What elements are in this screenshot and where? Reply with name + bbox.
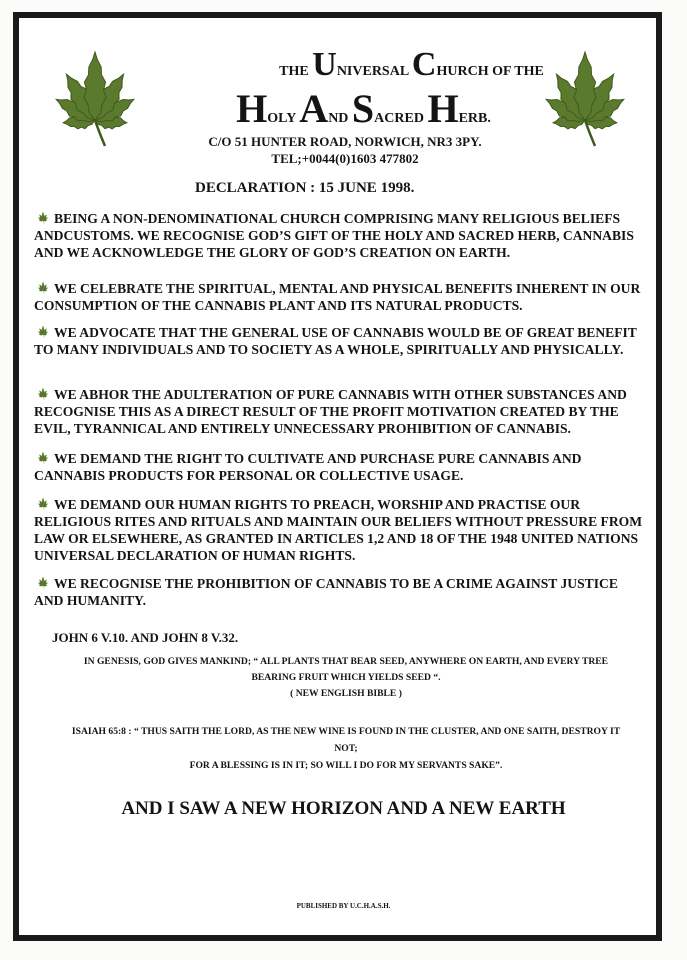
declaration-paragraph: WE CELEBRATE THE SPIRITUAL, MENTAL AND PHYSICAL BENEFITS INHERENT IN OUR CONSUMPTION OF THE CANNABIS PLANT AND ITS NATURAL PRODUCTS. [34,281,641,313]
closing-statement: AND I SAW A NEW HORIZON AND A NEW EARTH [121,798,566,819]
declaration-paragraph: WE DEMAND THE RIGHT TO CULTIVATE AND PURCHASE PURE CANNABIS AND CANNABIS PRODUCTS FOR PERSONAL OR COLLECTIVE USAGE. [34,451,582,483]
church-name-line2 [20,85,687,132]
genesis-quote: IN GENESIS, GOD GIVES MANKIND; “ ALL PLANTS THAT BEAR SEED, ANYWHERE ON EARTH, AND EVERY TREE [83,656,609,667]
cannabis-leaf-icon [34,280,52,295]
declaration-paragraph: BEING A NON-DENOMINATIONAL CHURCH COMPRISING MANY RELIGIOUS BELIEFS ANDCUSTOMS. WE RECOGNISE GOD’S GIFT OF THE HOLY AND SACRED HERB, CANNABIS AND WE ACKNOWLEDGE THE GLORY OF GOD’S CREATION ON EARTH. [34,211,634,260]
genesis-quote: BEARING FRUIT WHICH YIELDS SEED “. [251,672,441,683]
cannabis-leaf-icon [34,386,52,401]
cannabis-leaf-icon [34,496,52,511]
cannabis-leaf-icon [34,210,52,225]
address: C/O 51 HUNTER ROAD, NORWICH, NR3 3PY. [208,134,482,149]
church-name-segment: A [299,86,329,131]
cannabis-leaf-icon [34,324,52,339]
isaiah-quote: FOR A BLESSING IS IN IT; SO WILL I DO FOR MY SERVANTS SAKE”. [189,760,503,771]
cannabis-leaf-icon [34,575,52,590]
isaiah-quote: NOT; [334,743,358,754]
declaration-paragraph: WE ADVOCATE THAT THE GENERAL USE OF CANNABIS WOULD BE OF GREAT BENEFIT TO MANY INDIVIDUALS AND TO SOCIETY AS A WHOLE, SPIRITUALLY AND PHYSICALLY. [34,325,637,357]
church-name-segment: OLY [267,111,300,126]
church-name-segment: C [411,46,437,83]
declaration-date: DECLARATION : 15 JUNE 1998. [195,180,415,196]
church-name-segment: NIVERSAL [336,64,412,79]
declaration-paragraph: WE DEMAND OUR HUMAN RIGHTS TO PREACH, WORSHIP AND PRACTISE OUR RELIGIOUS RITES AND RITUALS AND MAINTAIN OUR BELIEFS WITHOUT PRESSURE FROM LAW OR ELSEWHERE, AS GRANTED IN ARTICLES 1,2 AND 18 OF THE 1948 UNITED NATIONS UNIVERSAL DECLARATION OF HUMAN RIGHTS. [34,497,643,563]
isaiah-quote: ISAIAH 65:8 : “ THUS SAITH THE LORD, AS THE NEW WINE IS FOUND IN THE CLUSTER, AND ONE SAITH, DESTROY IT [71,726,621,737]
church-name-segment: HURCH OF THE [436,64,544,79]
church-name-line1 [68,46,687,84]
church-name-segment: H [236,86,268,131]
cannabis-leaf-icon [34,450,52,465]
church-name-segment: ACRED [374,111,428,126]
publisher-credit: PUBLISHED BY U.C.H.A.S.H. [296,902,391,910]
genesis-source: ( NEW ENGLISH BIBLE ) [290,688,402,699]
church-name-segment: U [312,46,337,83]
scripture-reference: JOHN 6 V.10. AND JOHN 8 V.32. [52,630,239,645]
church-name-segment: H [427,86,459,131]
telephone: TEL;+0044(0)1603 477802 [271,151,419,166]
declaration-paragraph: WE ABHOR THE ADULTERATION OF PURE CANNABIS WITH OTHER SUBSTANCES AND RECOGNISE THIS AS A DIRECT RESULT OF THE PROFIT MOTIVATION CREATED BY THE EVIL, TYRANNICAL AND ENTIRELY UNNECESSARY PROHIBITION OF CANNABIS. [34,387,627,436]
declaration-paragraph: WE RECOGNISE THE PROHIBITION OF CANNABIS TO BE A CRIME AGAINST JUSTICE AND HUMANITY. [34,576,618,608]
church-name-segment: ERB. [458,111,491,126]
church-name-segment: S [351,86,375,131]
church-name-segment: THE [279,64,313,79]
church-name-segment: ND [328,111,352,126]
